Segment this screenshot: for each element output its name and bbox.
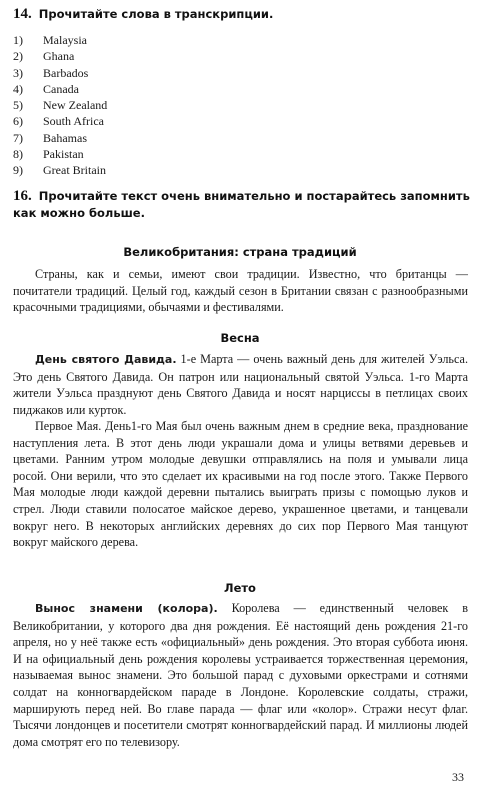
spring-heading: Весна xyxy=(220,331,260,345)
st-david-paragraph xyxy=(13,351,468,418)
list-item xyxy=(13,32,107,48)
list-item-number: 8) xyxy=(13,147,23,162)
summer-heading: Лето xyxy=(224,581,256,595)
st-david-text: 1-е Марта — очень важный день для жителей Уэльса. Это день Святого Давида. Он патрон или национальный святой Уэльса. 1-го Марта жители Уэльса празднуют день Святого Давида и носят нарциссы в петлицах своих пиджаков или курток. xyxy=(13,352,468,417)
st-david-title: День святого Давида. xyxy=(35,353,177,366)
list-item xyxy=(13,146,107,162)
list-item-number: 1) xyxy=(13,33,23,47)
list-item xyxy=(13,81,107,97)
list-item xyxy=(13,65,107,81)
text-title: Великобритания: страна традиций xyxy=(123,245,357,259)
country-list xyxy=(13,32,107,179)
list-item-number: 3) xyxy=(13,65,23,80)
list-item xyxy=(13,97,107,113)
exercise-16-heading xyxy=(13,188,473,222)
list-item-word: Barbados xyxy=(43,65,89,80)
exercise-14-number: 14. xyxy=(13,6,32,22)
list-item-word: Pakistan xyxy=(43,147,84,162)
list-item-number: 6) xyxy=(13,114,23,129)
list-item-number: 9) xyxy=(13,163,23,178)
exercise-14-heading xyxy=(13,6,273,23)
exercise-14-instruction: Прочитайте слова в транскрипции. xyxy=(38,7,274,21)
list-item xyxy=(13,162,107,178)
list-item-word: Ghana xyxy=(43,49,75,64)
list-item-word: Malaysia xyxy=(43,33,87,47)
trooping-colour-paragraph xyxy=(13,600,468,750)
trooping-colour-text: Королева — единственный человек в Великобритании, у которого два дня рождения. Её настоящий день рождения 21-го апреля, но у неё также есть «официальный» день рождения. Это вторая суббота июня. И на официальный день рождения королевы устраивается торжественная церемония, называемая вынос знамени. Это большой парад с духовыми оркестрами и сотнями солдат на конногвардейском параде в Лондоне. Королевские солдаты, стражи, марширують перед ней. Во главе парада — флаг или «колор». Стражи несут флаг. Тысячи лондонцев и посетители смотрят конногвардейский парад. И миллионы людей дома смотрят его по телевизору. xyxy=(13,601,468,749)
exercise-16-instruction: Прочитайте текст очень внимательно и постарайтесь запомнить как можно больше. xyxy=(13,189,470,220)
list-item-number: 7) xyxy=(13,130,23,145)
trooping-colour-title: Вынос знамени (колора). xyxy=(35,602,218,615)
list-item-word: Canada xyxy=(43,81,79,96)
may-day-paragraph: Первое Мая. День1-го Мая был очень важным днем в средние века, празднование наступления лета. В этот день люди украшали дома и улицы ветвями деревьев и цветами. Ранним утром молодые девушки отправлялись на поля и умывали лица росой. Они верили, что это сделает их красивыми на год после этого. Также Первого Мая молодые люди каждой деревни пытались выиграть призы с помощью луков и стрел. Люди ставили полосатое майское дерево, украшенное цветами, и танцевали вокруг него. В некоторых английских деревнях до сих пор Первого Мая танцуют вокруг майского дерева. xyxy=(13,419,468,550)
list-item xyxy=(13,130,107,146)
page-number: 33 xyxy=(452,770,464,784)
exercise-16-number: 16. xyxy=(13,188,32,204)
list-item-word: South Africa xyxy=(43,114,104,129)
list-item-word: Great Britain xyxy=(43,163,106,178)
list-item xyxy=(13,48,107,64)
list-item-word: Bahamas xyxy=(43,130,87,145)
list-item-number: 2) xyxy=(13,49,23,64)
intro-paragraph: Страны, как и семьи, имеют свои традиции. Известно, что британцы — почитатели традиций. Целый год, каждый сезон в Британии связан с разнообразными красочными традициями, обычаями и фестивалями. xyxy=(13,267,468,315)
list-item xyxy=(13,113,107,129)
list-item-word: New Zealand xyxy=(43,98,108,113)
list-item-number: 5) xyxy=(13,98,23,113)
list-item-number: 4) xyxy=(13,81,23,96)
